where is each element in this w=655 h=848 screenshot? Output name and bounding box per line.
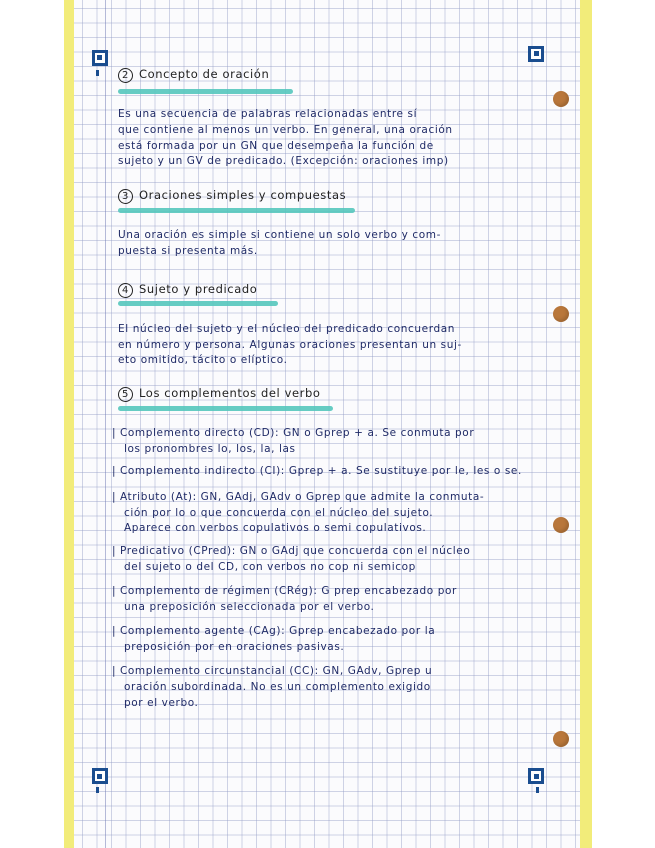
section-number: 3 — [118, 189, 133, 204]
section-number: 5 — [118, 387, 133, 402]
list-item: | Complemento indirecto (CI): Gprep + a. Se sustituye por le, les o se. — [112, 465, 522, 477]
corner-dash-icon — [96, 787, 99, 793]
list-item: | Complemento de régimen (CRég): G prep encabezado por — [112, 585, 457, 597]
binder-hole-icon — [553, 306, 569, 322]
section-heading — [118, 187, 346, 204]
margin-line — [105, 0, 106, 848]
list-item-line: oración subordinada. No es un complemento exigido — [124, 681, 431, 693]
section-heading — [118, 281, 257, 298]
list-item-line: Complemento indirecto (CI): Gprep + a. Se sustituye por le, les o se. — [119, 465, 522, 477]
binder-hole-icon — [553, 517, 569, 533]
list-item-line: por el verbo. — [124, 697, 199, 709]
list-item-line: Predicativo (CPred): GN o GAdj que concuerda con el núcleo — [119, 545, 471, 557]
section-number: 2 — [118, 68, 133, 83]
list-item: | Predicativo (CPred): GN o GAdj que concuerda con el núcleo — [112, 545, 471, 557]
corner-mark-top-left-icon — [92, 50, 108, 66]
section-title: Oraciones simples y compuestas — [139, 188, 347, 202]
section-title: Sujeto y predicado — [139, 282, 258, 296]
highlight-underline — [118, 406, 333, 411]
note-line: está formada por un GN que desempeña la función de — [118, 140, 434, 152]
note-line: puesta si presenta más. — [118, 245, 258, 257]
list-item-line: Complemento directo (CD): GN o Gprep + a. Se conmuta por — [119, 427, 475, 439]
list-item: | Atributo (At): GN, GAdj, GAdv o Gprep que admite la conmuta- — [112, 491, 485, 503]
note-line: Es una secuencia de palabras relacionadas entre sí — [118, 108, 418, 120]
note-line: que contiene al menos un verbo. En general, una oración — [118, 124, 453, 136]
list-item-line: Aparece con verbos copulativos o semi copulativos. — [124, 522, 427, 534]
corner-dash-icon — [536, 787, 539, 793]
list-item-line: preposición por en oraciones pasivas. — [124, 641, 345, 653]
yellow-edge-right — [580, 0, 592, 848]
corner-mark-top-right-icon — [528, 46, 544, 62]
highlight-underline — [118, 301, 278, 306]
corner-mark-bottom-right-icon — [528, 768, 544, 784]
highlight-underline — [118, 89, 293, 94]
list-item: | Complemento circunstancial (CC): GN, GAdv, Gprep u — [112, 665, 433, 677]
list-item-line: Complemento agente (CAg): Gprep encabezado por la — [119, 625, 436, 637]
list-item: | Complemento directo (CD): GN o Gprep + a. Se conmuta por — [112, 427, 475, 439]
corner-mark-bottom-left-icon — [92, 768, 108, 784]
section-title: Los complementos del verbo — [139, 386, 321, 400]
list-item: | Complemento agente (CAg): Gprep encabezado por la — [112, 625, 436, 637]
binder-hole-icon — [553, 91, 569, 107]
section-title: Concepto de oración — [139, 67, 270, 81]
section-heading — [118, 385, 321, 402]
list-item-line: los pronombres lo, los, la, las — [124, 443, 296, 455]
list-item-line: del sujeto o del CD, con verbos no cop ni semicop — [124, 561, 416, 573]
binder-hole-icon — [553, 731, 569, 747]
note-line: eto omitido, tácito o elíptico. — [118, 354, 288, 366]
note-line: Una oración es simple si contiene un solo verbo y com- — [118, 229, 441, 241]
corner-dash-icon — [96, 70, 99, 76]
note-line: El núcleo del sujeto y el núcleo del predicado concuerdan — [118, 323, 455, 335]
yellow-edge-left — [64, 0, 74, 848]
highlight-underline — [118, 208, 355, 213]
note-line: sujeto y un GV de predicado. (Excepción: oraciones imp) — [118, 155, 449, 167]
note-line: en número y persona. Algunas oraciones presentan un suj- — [118, 339, 462, 351]
list-item-line: Complemento circunstancial (CC): GN, GAdv, Gprep u — [119, 665, 433, 677]
list-item-line: ción por lo o que concuerda con el núcleo del sujeto. — [124, 507, 434, 519]
list-item-line: una preposición seleccionada por el verbo. — [124, 601, 375, 613]
list-item-line: Atributo (At): GN, GAdj, GAdv o Gprep que admite la conmuta- — [119, 491, 485, 503]
section-number: 4 — [118, 283, 133, 298]
list-item-line: Complemento de régimen (CRég): G prep encabezado por — [119, 585, 457, 597]
section-heading — [118, 66, 269, 83]
